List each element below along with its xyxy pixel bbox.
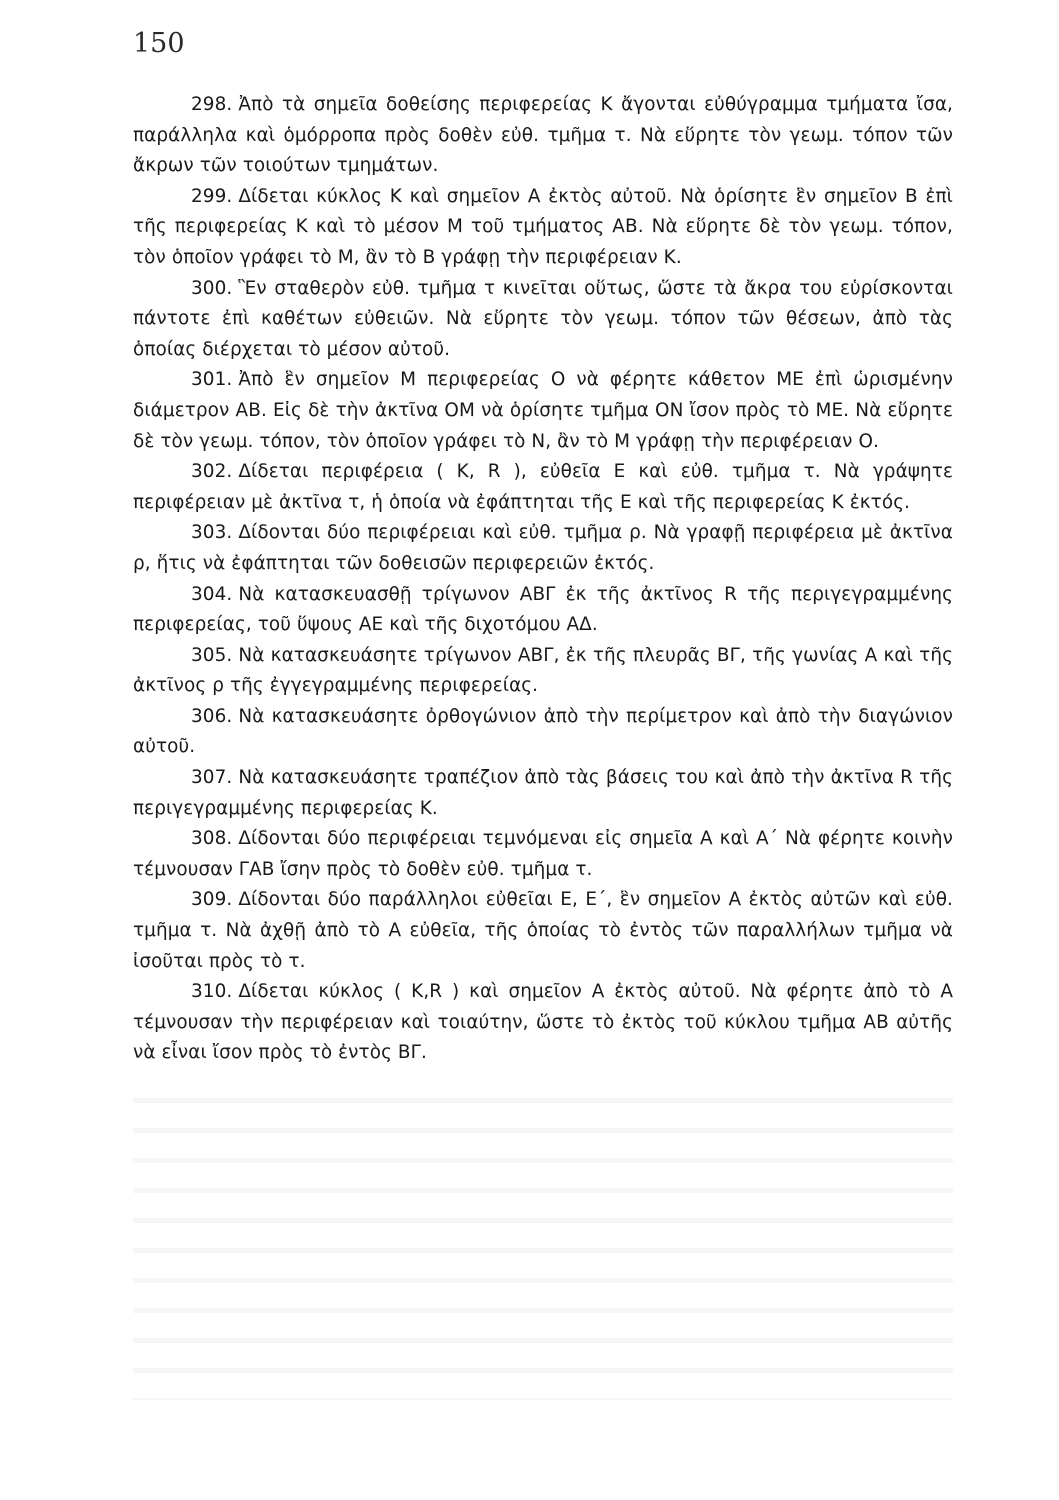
problem-298	[133, 90, 953, 182]
problem-number: 298.	[191, 94, 233, 115]
problem-text: Νὰ κατασκευασθῇ τρίγωνον ΑΒΓ ἐκ τῆς ἀκτῖνος R τῆς περιγεγραμμένης περιφερείας, τοῦ ὕψους ΑΕ καὶ τῆς διχοτόμου ΑΔ.	[133, 583, 953, 636]
problem-number: 310.	[191, 981, 233, 1003]
problem-list	[133, 90, 953, 1069]
problem-text: Δίδονται δύο παράλληλοι εὐθεῖαι Ε, Ε΄, ἓν σημεῖον Α ἐκτὸς αὐτῶν καὶ εὐθ. τμῆμα τ. Νὰ ἀχθῇ ἀπὸ τὸ Α εὐθεῖα, τῆς ὁποίας τὸ ἐντὸς τῶν παραλλήλων τμῆμα νὰ ἰσοῦται πρὸς τὸ τ.	[133, 889, 953, 972]
problem-300	[133, 274, 953, 366]
problem-text: Δίδεται κύκλος ( Κ,R ) καὶ σημεῖον Α ἐκτὸς αὐτοῦ. Νὰ φέρητε ἀπὸ τὸ Α τέμνουσαν τὴν περιφέρειαν καὶ τοιαύτην, ὥστε τὸ ἐκτὸς τοῦ κύκλου τμῆμα ΑΒ αὐτῆς νὰ εἶναι ἴσον πρὸς τὸ ἐντὸς ΒΓ.	[133, 981, 953, 1064]
problem-text: Δίδεται περιφέρεια ( Κ, R ), εὐθεῖα Ε καὶ εὐθ. τμῆμα τ. Νὰ γράψητε περιφέρειαν μὲ ἀκτῖνα τ, ἡ ὁποία νὰ ἐφάπτηται τῆς Ε καὶ τῆς περιφερείας Κ ἐκτός.	[133, 461, 953, 513]
problem-299	[133, 182, 953, 274]
problem-number: 299.	[191, 185, 233, 207]
problem-text: Νὰ κατασκευάσητε τρίγωνον ΑΒΓ, ἐκ τῆς πλευρᾶς ΒΓ, τῆς γωνίας Α καὶ τῆς ἀκτῖνος ρ τῆς ἐγγεγραμμένης περιφερείας.	[133, 644, 953, 697]
problem-number: 300.	[191, 277, 233, 299]
problem-number: 303.	[191, 522, 233, 544]
problem-306	[133, 702, 953, 763]
problem-307	[133, 763, 953, 824]
problem-text: Νὰ κατασκευάσητε ὀρθογώνιον ἀπὸ τὴν περίμετρον καὶ ἀπὸ τὴν διαγώνιον αὐτοῦ.	[133, 705, 953, 758]
problem-304	[133, 580, 953, 641]
problem-number: 301.	[191, 369, 233, 391]
problem-308	[133, 824, 953, 885]
problem-number: 306.	[191, 705, 233, 727]
problem-text: Ἀπὸ ἓν σημεῖον Μ περιφερείας Ο νὰ φέρητε κάθετον ΜΕ ἐπὶ ὡρισμένην διάμετρον ΑΒ. Εἰς δὲ τὴν ἀκτῖνα ΟΜ νὰ ὁρίσητε τμῆμα ΟΝ ἴσον πρὸς τὸ ΜΕ. Νὰ εὕρητε δὲ τὸν γεωμ. τόπον, τὸν ὁποῖον γράφει τὸ Ν, ἂν τὸ Μ γράφῃ τὴν περιφέρειαν Ο.	[133, 369, 953, 452]
problem-number: 304.	[191, 583, 233, 605]
problem-text: Ἓν σταθερὸν εὐθ. τμῆμα τ κινεῖται οὕτως, ὥστε τὰ ἄκρα του εὑρίσκονται πάντοτε ἐπὶ καθέτων εὐθειῶν. Νὰ εὕρητε τὸν γεωμ. τόπον τῶν θέσεων, ἀπὸ τὰς ὁποίας διέρχεται τὸ μέσον αὐτοῦ.	[133, 277, 953, 360]
problem-number: 305.	[191, 644, 233, 666]
bleed-through-shadow	[133, 1080, 953, 1400]
problem-text: Δίδεται κύκλος Κ καὶ σημεῖον Α ἐκτὸς αὐτοῦ. Νὰ ὁρίσητε ἓν σημεῖον Β ἐπὶ τῆς περιφερείας Κ καὶ τὸ μέσον Μ τοῦ τμήματος ΑΒ. Νὰ εὕρητε δὲ τὸν γεωμ. τόπον, τὸν ὁποῖον γράφει τὸ Μ, ἂν τὸ Β γράφῃ τὴν περιφέρειαν Κ.	[133, 185, 953, 268]
problem-301	[133, 365, 953, 457]
problem-text: Δίδονται δύο περιφέρειαι καὶ εὐθ. τμῆμα ρ. Νὰ γραφῇ περιφέρεια μὲ ἀκτῖνα ρ, ἥτις νὰ ἐφάπτηται τῶν δοθεισῶν περιφερειῶν ἐκτός.	[133, 522, 953, 574]
problem-310	[133, 977, 953, 1069]
problem-number: 309.	[191, 889, 233, 911]
problem-303	[133, 518, 953, 579]
problem-text: Δίδονται δύο περιφέρειαι τεμνόμεναι εἰς σημεῖα Α καὶ Α΄ Νὰ φέρητε κοινὴν τέμνουσαν ΓΑΒ ἴσην πρὸς τὸ δοθὲν εὐθ. τμῆμα τ.	[133, 828, 953, 880]
problem-text: Νὰ κατασκευάσητε τραπέζιον ἀπὸ τὰς βάσεις του καὶ ἀπὸ τὴν ἀκτῖνα R τῆς περιγεγραμμένης περιφερείας Κ.	[133, 767, 953, 819]
problem-text: Ἀπὸ τὰ σημεῖα δοθείσης περιφερείας Κ ἄγονται εὐθύγραμμα τμήματα ἴσα, παράλληλα καὶ ὁμόρροπα πρὸς δοθὲν εὐθ. τμῆμα τ. Νὰ εὕρητε τὸν γεωμ. τόπον τῶν ἄκρων τῶν τοιούτων τμημάτων.	[133, 94, 953, 177]
problem-number: 302.	[191, 461, 233, 483]
problem-number: 307.	[191, 767, 233, 789]
problem-number: 308.	[191, 828, 233, 850]
problem-305	[133, 641, 953, 702]
problem-309	[133, 885, 953, 977]
problem-302	[133, 457, 953, 518]
page-number: 150	[133, 28, 185, 59]
